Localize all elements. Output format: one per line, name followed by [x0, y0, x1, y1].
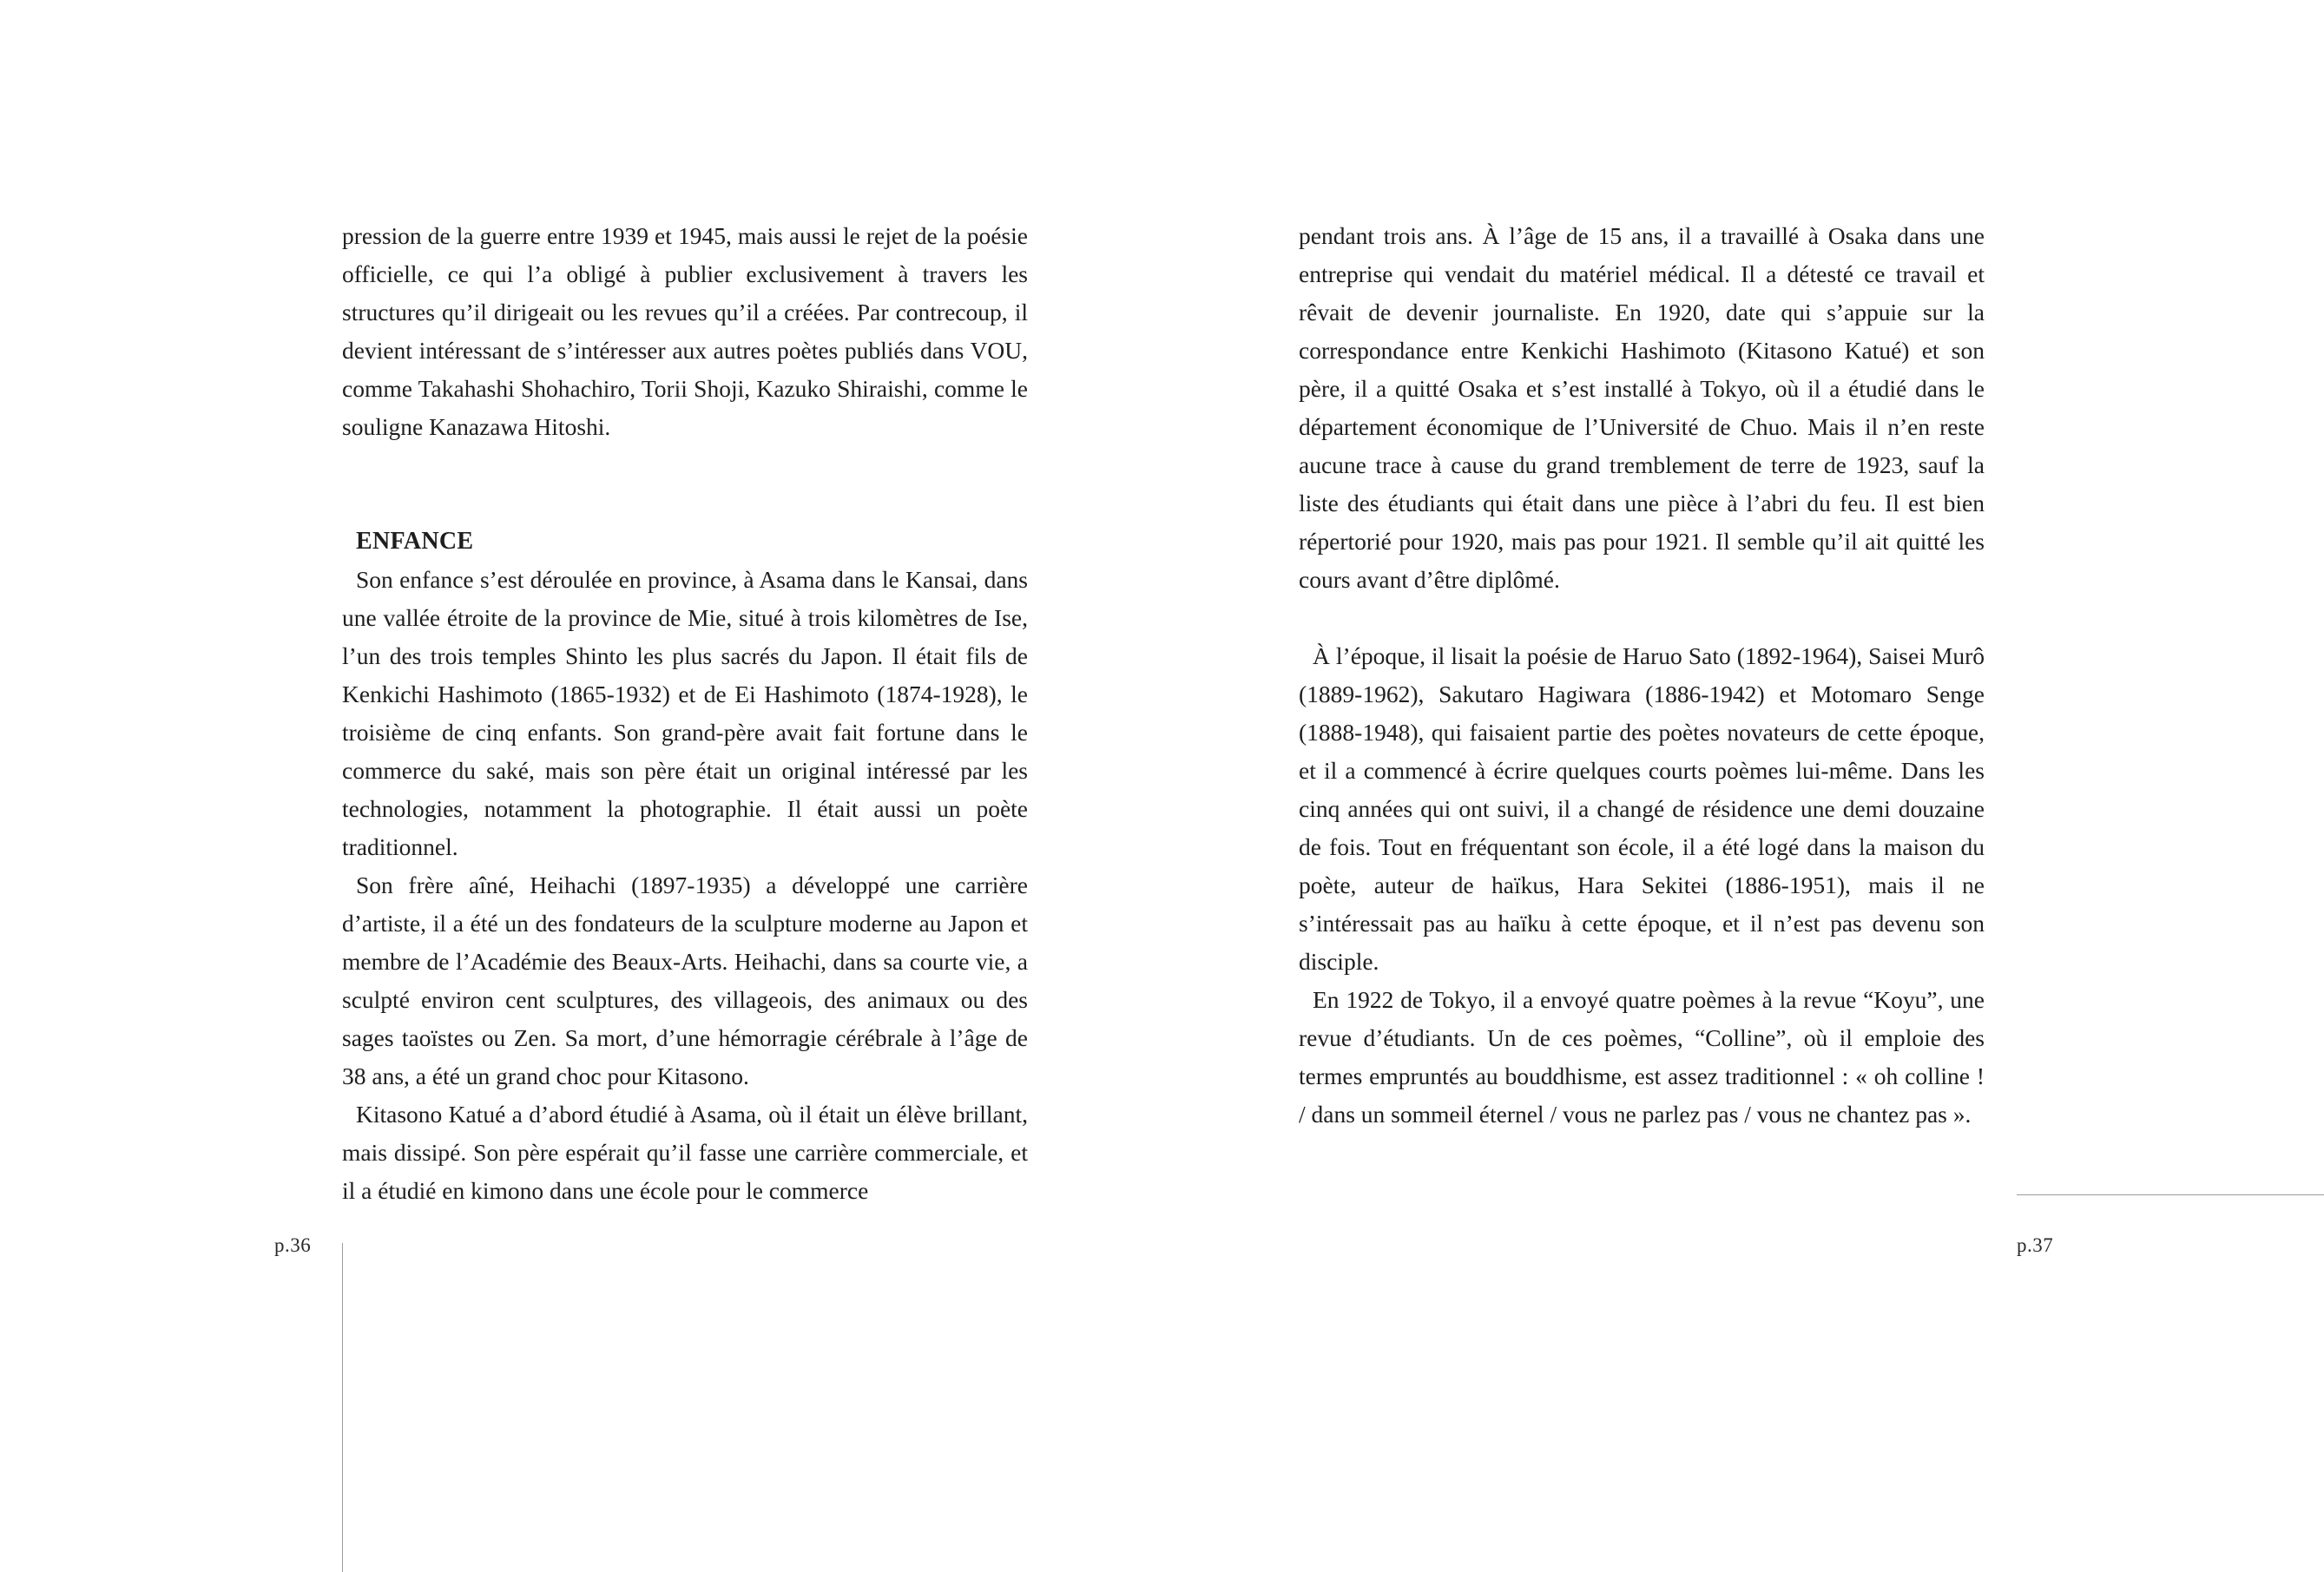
page-number-left: p.36 — [274, 1234, 312, 1256]
right-page-text — [1299, 217, 1985, 1134]
section-heading: ENFANCE — [356, 528, 474, 555]
paragraph: Son enfance s’est déroulée en province, à Asama dans le Kansai, dans une vallée étroite de la province de Mie, situé à trois kilomètres de Ise, l’un des trois temples Shinto les plus sacrés du Japon. Il était fils de Kenkichi Hashimoto (1865-1932) et de Ei Hashimoto (1874-1928), le troisième de cinq enfants. Son grand-père avait fait fortune dans le commerce du saké, mais son père était un original intéressé par les technologies, notamment la photographie. Il était aussi un poète traditionnel. — [342, 566, 1028, 860]
paragraph: Kitasono Katué a d’abord étudié à Asama, où il était un élève brillant, mais dissipé. Son père espérait qu’il fasse une carrière commerciale, et il a étudié en kimono dans une école pour le commerce — [342, 1101, 1028, 1204]
horizontal-divider-rule — [2017, 1194, 2324, 1195]
left-page-text — [342, 217, 1028, 1210]
paragraph: pendant trois ans. À l’âge de 15 ans, il a travaillé à Osaka dans une entreprise qui vendait du matériel médical. Il a détesté ce travail et rêvait de devenir journaliste. En 1920, date qui s’appuie sur la correspondance entre Kenkichi Hashimoto (Kitasono Katué) et son père, il a quitté Osaka et s’est installé à Tokyo, où il a étudié dans le département économique de l’Université de Chuo. Mais il n’en reste aucune trace à cause du grand tremblement de terre de 1923, sauf la liste des étudiants qui était dans une pièce à l’abri du feu. Il est bien répertorié pour 1920, mais pas pour 1921. Il semble qu’il ait quitté les cours avant d’être diplômé. — [1299, 222, 1985, 593]
paragraph: pression de la guerre entre 1939 et 1945, mais aussi le rejet de la poésie officielle, ce qui l’a obligé à publier exclusivement à travers les structures qu’il dirigeait ou les revues qu’il a créées. Par contrecoup, il devient intéressant de s’intéresser aux autres poètes publiés dans VOU, comme Takahashi Shohachiro, Torii Shoji, Kazuko Shiraishi, comme le souligne Kanazawa Hitoshi. — [342, 222, 1028, 440]
paragraph: Son frère aîné, Heihachi (1897-1935) a développé une carrière d’artiste, il a été un des fondateurs de la sculpture moderne au Japon et membre de l’Académie des Beaux-Arts. Heihachi, dans sa courte vie, a sculpté environ cent sculptures, des villageois, des animaux ou des sages taoïstes ou Zen. Sa mort, d’une hémorragie cérébrale à l’âge de 38 ans, a été un grand choc pour Kitasono. — [342, 872, 1028, 1089]
paragraph: À l’époque, il lisait la poésie de Haruo Sato (1892-1964), Saisei Murô (1889-1962), Sakutaro Hagiwara (1886-1942) et Motomaro Senge (1888-1948), qui faisaient partie des poètes novateurs de cette époque, et il a commencé à écrire quelques courts poèmes lui-même. Dans les cinq années qui ont suivi, il a changé de résidence une demi douzaine de fois. Tout en fréquentant son école, il a été logé dans la maison du poète, auteur de haïkus, Hara Sekitei (1886-1951), mais il ne s’intéressait pas au haïku à cette époque, et il n’est pas devenu son disciple. — [1299, 642, 1985, 975]
page-number-right: p.37 — [2017, 1234, 2054, 1256]
vertical-divider-rule — [342, 1243, 343, 1572]
paragraph: En 1922 de Tokyo, il a envoyé quatre poèmes à la revue “Koyu”, une revue d’étudiants. Un de ces poèmes, “Colline”, où il emploie des termes empruntés au bouddhisme, est assez traditionnel : « oh colline ! / dans un sommeil éternel / vous ne parlez pas / vous ne chantez pas ». — [1299, 986, 1985, 1128]
